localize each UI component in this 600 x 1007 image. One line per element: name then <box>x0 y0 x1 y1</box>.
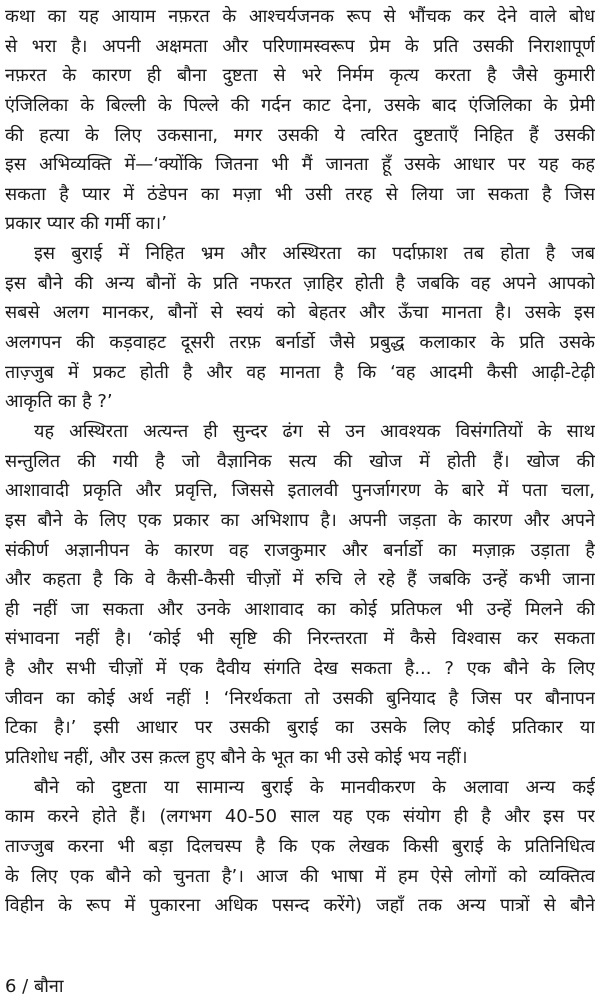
text-line: ही नहीं जा सकता और उनके आशावाद का कोई प्रतिफल भी उन्हें मिलने की <box>5 598 595 620</box>
text-line: कथा का यह आयाम नफ़रत के आश्चर्यजनक रूप से भौंचक कर देने वाले बोध <box>5 6 595 27</box>
paragraph-start-line: इस बुराई में निहित भ्रम और अस्थिरता का पर्दाफ़ाश तब होता है जब <box>34 243 595 265</box>
text-line: ताज्जुब करना भी बड़ा दिलचस्प है कि एक लेखक किसी बुराई के प्रतिनिधित्व <box>5 835 595 857</box>
text-line: जीवन का कोई अर्थ नहीं ! ‘निरर्थकता तो उसकी बुनियाद है जिस पर बौनापन <box>5 687 595 709</box>
text-line: विहीन के रूप में पुकारना अधिक पसन्द करेंगे) जहाँ तक अन्य पात्रों से बौने <box>5 895 595 917</box>
paragraph-start-line: बौने को दुष्टता या सामान्य बुराई के मानवीकरण के अलावा अन्य कई <box>34 776 595 798</box>
text-line: एंजिलिका के बिल्ली के पिल्ले की गर्दन काट देना, उसके बाद एंजिलिका के प्रेमी <box>5 94 595 116</box>
text-line: सकता है प्यार में ठंडेपन का मज़ा भी उसी तरह से लिया जा सकता है जिस <box>5 183 595 205</box>
body-text <box>5 2 595 921</box>
text-line: प्रतिशोध नहीं, और उस क़त्ल हुए बौने के भूत का भी उसे कोई भय नहीं। <box>5 747 468 769</box>
text-line: इस अभिव्यक्ति में—‘क्योंकि जितना भी मैं जानता हूँ उसके आधार पर यह कह <box>5 154 595 176</box>
text-line: प्रकार प्यार की गर्मी का।’ <box>5 213 167 235</box>
text-line: ताज़्जुब में प्रकट होती है और वह मानता है कि ‘वह आदमी कैसी आढ़ी-टेढ़ी <box>5 361 595 383</box>
text-line: अलगपन की कड़वाहट दूसरी तरफ़ बर्नार्डो जैसे प्रबुद्ध कलाकार के प्रति उसके <box>5 332 595 354</box>
text-line: सन्तुलित की गयी है जो वैज्ञानिक सत्य की खोज में होती हैं। खोज की <box>5 450 595 472</box>
text-line: टिका है।’ इसी आधार पर उसकी बुराई का उसके लिए कोई प्रतिकार या <box>5 717 595 739</box>
text-line: आशावादी प्रकृति और प्रवृत्ति, जिससे इतालवी पुनर्जागरण के बारे में पता चला, <box>5 480 595 502</box>
text-line: संकीर्ण अज्ञानीपन के कारण वह राजकुमार और बर्नार्डो का मज़ाक़ उड़ाता है <box>5 539 595 561</box>
text-line: इस बौने के लिए एक प्रकार का अभिशाप है। अपनी जड़ता के कारण और अपने <box>5 509 595 531</box>
text-line: और कहता है कि वे कैसी-कैसी चीज़ों में रुचि ले रहे हैं जबकि उन्हें कभी जाना <box>5 569 595 591</box>
paragraph-start-line: यह अस्थिरता अत्यन्त ही सुन्दर ढंग से उन आवश्यक विसंगतियों के साथ <box>34 420 595 442</box>
text-line: इस बौने की अन्य बौनों के प्रति नफरत ज़ाहिर होती है जबकि वह अपने आपको <box>5 272 595 294</box>
text-line: आकृति का है ?’ <box>5 391 113 413</box>
text-line: की हत्या के लिए उकसाना, मगर उसकी ये त्वरित दुष्टताएँ निहित हैं उसकी <box>5 124 595 146</box>
text-line: काम करने होते हैं। (लगभग 40-50 साल यह एक संयोग ही है और इस पर <box>5 806 595 828</box>
page-footer: 6 / बौना <box>5 976 64 997</box>
text-line: संभावना नहीं है। ‘कोई भी सृष्टि की निरन्तरता में कैसे विश्वास कर सकता <box>5 628 595 650</box>
text-line: नफ़रत के कारण ही बौना दुष्टता से भरे निर्मम कृत्य करता है जैसे कुमारी <box>5 65 595 87</box>
text-line: के लिए एक बौने को चुनता है’। आज की भाषा में हम ऐसे लोगों को व्यक्तित्व <box>5 865 595 887</box>
text-line: है और सभी चीज़ों में एक दैवीय संगति देख सकता है... ? एक बौने के लिए <box>5 658 595 680</box>
text-line: सबसे अलग मानकर, बौनों से स्वयं को बेहतर और ऊँचा मानता है। उसके इस <box>5 302 595 324</box>
text-line: से भरा है। अपनी अक्षमता और परिणामस्वरूप प्रेम के प्रति उसकी निराशापूर्ण <box>5 35 595 57</box>
